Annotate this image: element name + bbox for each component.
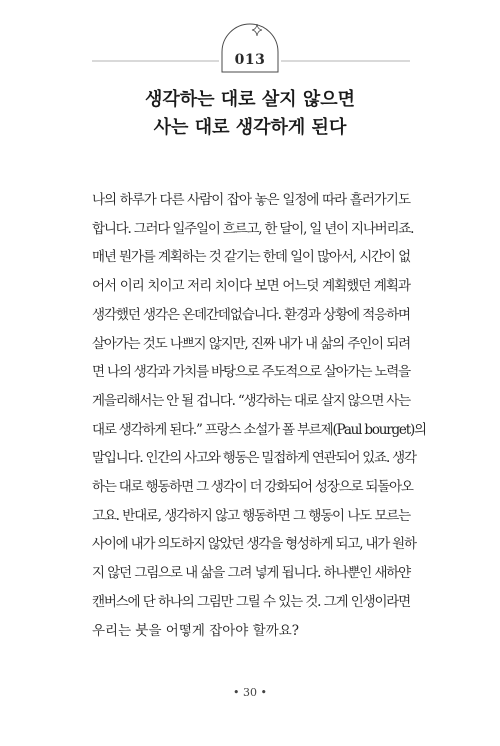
chapter-number: 013 [234, 52, 266, 68]
body-line: 게을리해서는 안 될 겁니다. “생각하는 대로 살지 않으면 사는 [92, 392, 410, 409]
body-line: 고요. 반대로, 생각하지 않고 행동하면 그 행동이 나도 모르는 [92, 507, 410, 524]
body-line: 우리는 붓을 어떻게 잡아야 할까요? [92, 622, 299, 639]
body-line: 대로 생각하게 된다.” 프랑스 소설가 폴 부르제(Paul bourget)의 [92, 421, 426, 438]
chapter-title-line-1: 생각하는 대로 살지 않으면 [144, 89, 356, 110]
page-number: • 30 • [233, 686, 267, 699]
body-line: 살아가는 것도 나쁘지 않지만, 진짜 내가 내 삶의 주인이 되려 [92, 335, 410, 352]
body-line: 하는 대로 행동하면 그 생각이 더 강화되어 성장으로 되돌아오 [92, 479, 413, 495]
body-line: 지 않던 그림으로 내 삶을 그려 넣게 됩니다. 하나뿐인 새하얀 [92, 565, 410, 582]
body-line: 말입니다. 인간의 사고와 행동은 밀접하게 연관되어 있죠. 생각 [92, 450, 416, 467]
body-line: 캔버스에 단 하나의 그림만 그릴 수 있는 것. 그게 인생이라면 [92, 593, 410, 610]
body-line: 나의 하루가 다른 사람이 잡아 놓은 일정에 따라 흘러가기도 [92, 192, 410, 208]
body-line: 생각했던 생각은 온데간데없습니다. 환경과 상황에 적응하며 [92, 306, 410, 323]
body-line: 어서 이리 치이고 저리 치이다 보면 어느덧 계획했던 계획과 [92, 278, 410, 295]
chapter-title-line-2: 사는 대로 생각하게 된다 [153, 117, 347, 138]
body-line: 매년 뭔가를 계획하는 것 같기는 한데 일이 많아서, 시간이 없 [92, 249, 410, 266]
body-line: 면 나의 생각과 가치를 바탕으로 주도적으로 살아가는 노력을 [92, 364, 410, 381]
chapter-title [0, 86, 500, 142]
chapter-header-ornament [0, 0, 500, 90]
body-line: 합니다. 그러다 일주일이 흐르고, 한 달이, 일 년이 지나버리죠. [92, 220, 414, 237]
body-line: 사이에 내가 의도하지 않았던 생각을 형성하게 되고, 내가 원하 [92, 536, 416, 553]
